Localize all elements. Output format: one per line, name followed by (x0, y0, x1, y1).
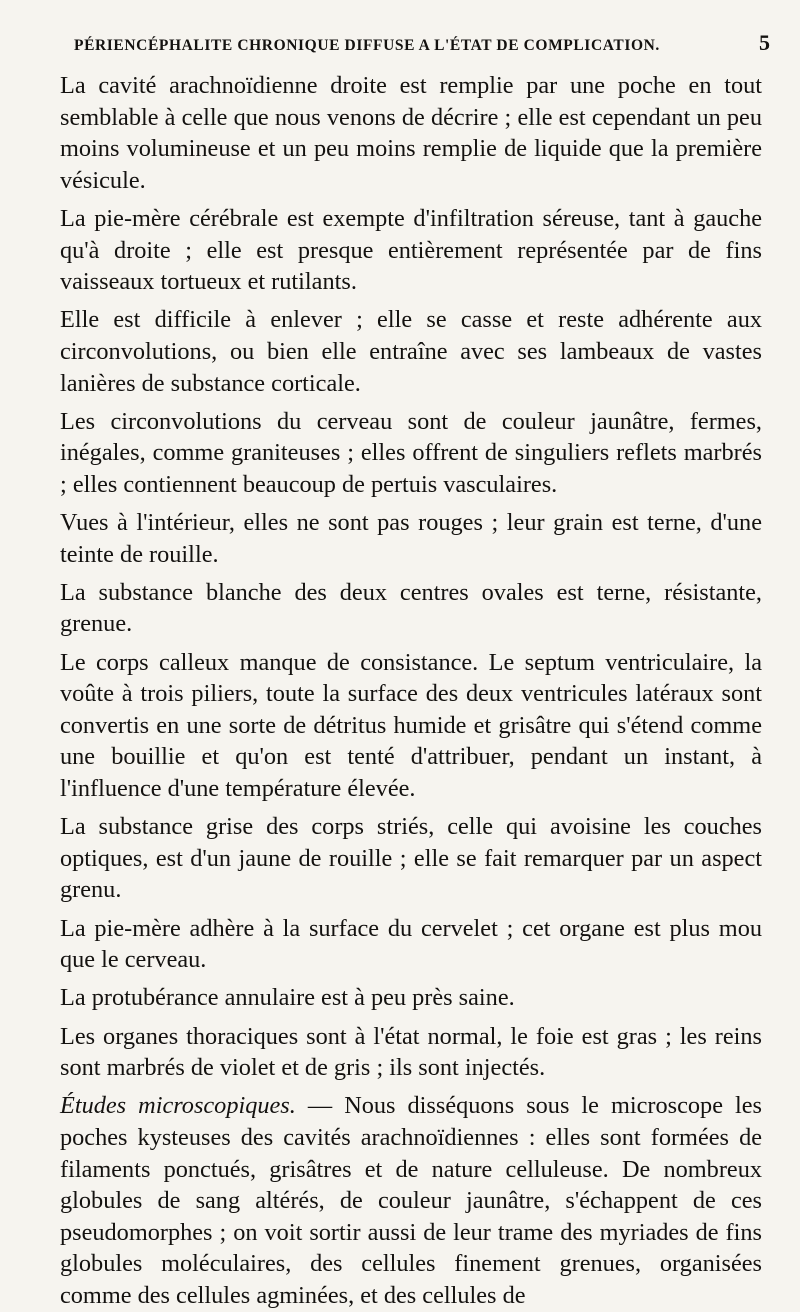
paragraph (60, 577, 762, 640)
paragraph (60, 811, 762, 906)
running-title: PÉRIENCÉPHALITE CHRONIQUE DIFFUSE A L'ÉTAT DE COMPLICATION. (74, 37, 660, 54)
paragraph (60, 982, 762, 1014)
paragraph (60, 647, 762, 805)
paragraph-text: Les organes thoraciques sont à l'état normal, le foie est gras ; les reins sont marbrés de violet et de gris ; ils sont injectés. (60, 1022, 762, 1082)
paragraph (60, 1090, 762, 1311)
paragraph-text: La cavité arachnoïdienne droite est remplie par une poche en tout semblable à celle que nous venons de décrire ; elle est cependant un peu moins volumineuse et un peu moins remplie de liquide que la première vésicule. (60, 72, 762, 194)
running-head (74, 30, 770, 64)
paragraph (60, 70, 762, 196)
paragraph-text: Elle est difficile à enlever ; elle se casse et reste adhérente aux circonvolutions, ou bien elle entraîne avec ses lambeaux de vastes lanières de substance corticale. (60, 306, 762, 397)
paragraph-text: La substance blanche des deux centres ovales est terne, résistante, grenue. (60, 578, 762, 638)
paragraph (60, 406, 762, 501)
section-lead: Études microscopiques. (60, 1092, 296, 1120)
body-text (60, 70, 762, 1312)
paragraph-text: La pie-mère adhère à la surface du cervelet ; cet organe est plus mou que le cerveau. (60, 914, 762, 974)
paragraph (60, 913, 762, 976)
paragraph-text: La substance grise des corps striés, celle qui avoisine les couches optiques, est d'un jaune de rouille ; elle se fait remarquer par un aspect grenu. (60, 813, 762, 904)
paragraph-text: Les circonvolutions du cerveau sont de couleur jaunâtre, fermes, inégales, comme graniteuses ; elles offrent de singuliers reflets marbrés ; elles contiennent beaucoup de pertuis vasculaires. (60, 407, 762, 498)
paragraph-text: La protubérance annulaire est à peu près saine. (60, 984, 515, 1012)
paragraph-text: — Nous disséquons sous le microscope les poches kysteuses des cavités arachnoïdiennes : elles sont formées de filaments ponctués, grisâtres et de nature celluleuse. De nombreux globules de sang altérés, de couleur jaunâtre, s'échappent de ces pseudomorphes ; on voit sortir aussi de leur trame des myriades de fins globules moléculaires, des cellules finement grenues, organisées comme des cellules agminées, et des cellules de (60, 1092, 762, 1309)
paragraph-text: La pie-mère cérébrale est exempte d'infiltration séreuse, tant à gauche qu'à droite ; elle est presque entièrement représentée par de fins vaisseaux tortueux et rutilants. (60, 204, 762, 296)
paragraph (60, 1021, 762, 1084)
paragraph (60, 507, 762, 570)
paragraph (60, 304, 762, 399)
page-number: 5 (759, 30, 770, 55)
paragraph (60, 203, 762, 298)
paragraph-text: Vues à l'intérieur, elles ne sont pas rouges ; leur grain est terne, d'une teinte de rouille. (60, 509, 762, 568)
paragraph-text: Le corps calleux manque de consistance. Le septum ventriculaire, la voûte à trois piliers, toute la surface des deux ventricules latéraux sont convertis en une sorte de détritus humide et grisâtre qui s'étend comme une bouillie et qu'on est tenté d'attribuer, pendant un instant, à l'influence d'une température élevée. (60, 648, 762, 803)
